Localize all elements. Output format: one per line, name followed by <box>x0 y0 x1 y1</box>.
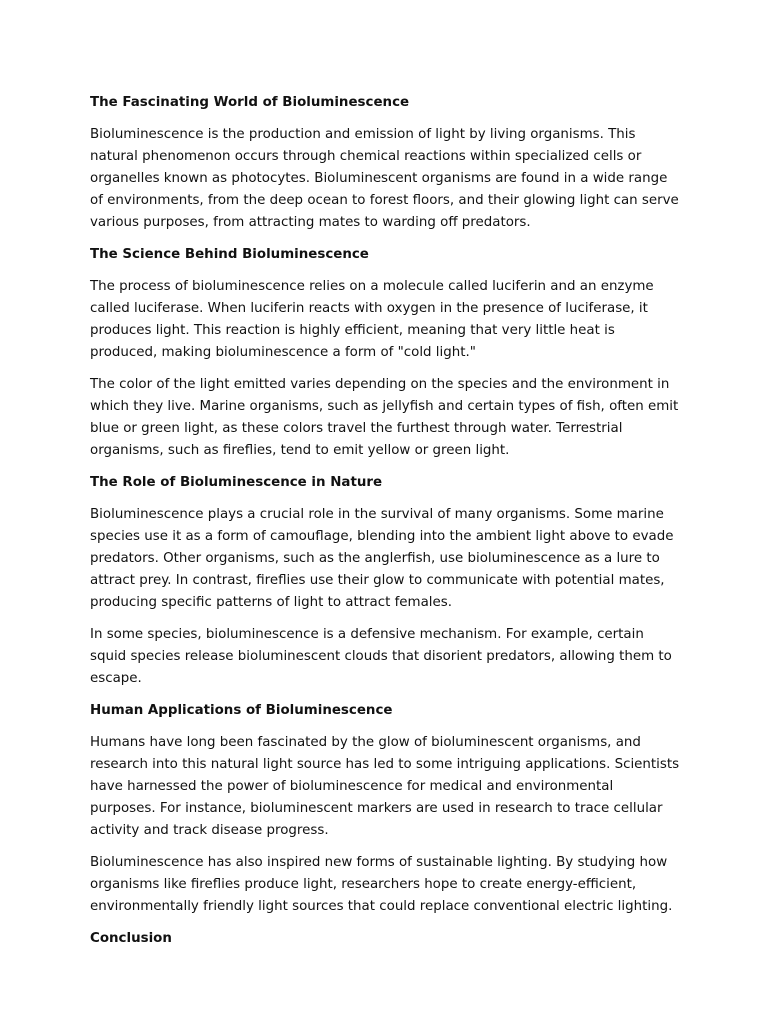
section-heading-science: The Science Behind Bioluminescence <box>90 247 369 262</box>
document-page <box>90 92 682 960</box>
paragraph: The color of the light emitted varies depending on the species and the environment in which they live. Marine organisms, such as jellyfish and certain types of fish, often emit blue or green light, as these colors travel the furthest through water. Terrestrial organisms, such as fireflies, tend to emit yellow or green light. <box>90 377 679 458</box>
paragraph: Humans have long been fascinated by the glow of bioluminescent organisms, and research into this natural light source has led to some intriguing applications. Scientists have harnessed the power of bioluminescence for medical and environmental purposes. For instance, bioluminescent markers are used in research to trace cellular activity and track disease progress. <box>90 735 680 838</box>
paragraph: The process of bioluminescence relies on a molecule called luciferin and an enzyme called luciferase. When luciferin reacts with oxygen in the presence of luciferase, it produces light. This reaction is highly efficient, meaning that very little heat is produced, making bioluminescence a form of "cold light." <box>90 279 654 360</box>
paragraph: Bioluminescence has also inspired new forms of sustainable lighting. By studying how organisms like fireflies produce light, researchers hope to create energy-efficient, environmentally friendly light sources that could replace conventional electric lighting. <box>90 855 673 914</box>
intro-paragraph: Bioluminescence is the production and emission of light by living organisms. This natural phenomenon occurs through chemical reactions within specialized cells or organelles known as photocytes. Bioluminescent organisms are found in a wide range of environments, from the deep ocean to forest floors, and their glowing light can serve various purposes, from attracting mates to warding off predators. <box>90 127 679 230</box>
section-heading-conclusion: Conclusion <box>90 931 172 946</box>
section-heading-human-applications: Human Applications of Bioluminescence <box>90 703 393 718</box>
paragraph: Bioluminescence plays a crucial role in the survival of many organisms. Some marine species use it as a form of camouflage, blending into the ambient light above to evade predators. Other organisms, such as the anglerfish, use bioluminescence as a lure to attract prey. In contrast, fireflies use their glow to communicate with potential mates, producing specific patterns of light to attract females. <box>90 507 674 610</box>
section-heading-role: The Role of Bioluminescence in Nature <box>90 475 383 490</box>
document-title: The Fascinating World of Bioluminescence <box>90 95 410 110</box>
paragraph: In some species, bioluminescence is a defensive mechanism. For example, certain squid species release bioluminescent clouds that disorient predators, allowing them to escape. <box>90 627 672 686</box>
